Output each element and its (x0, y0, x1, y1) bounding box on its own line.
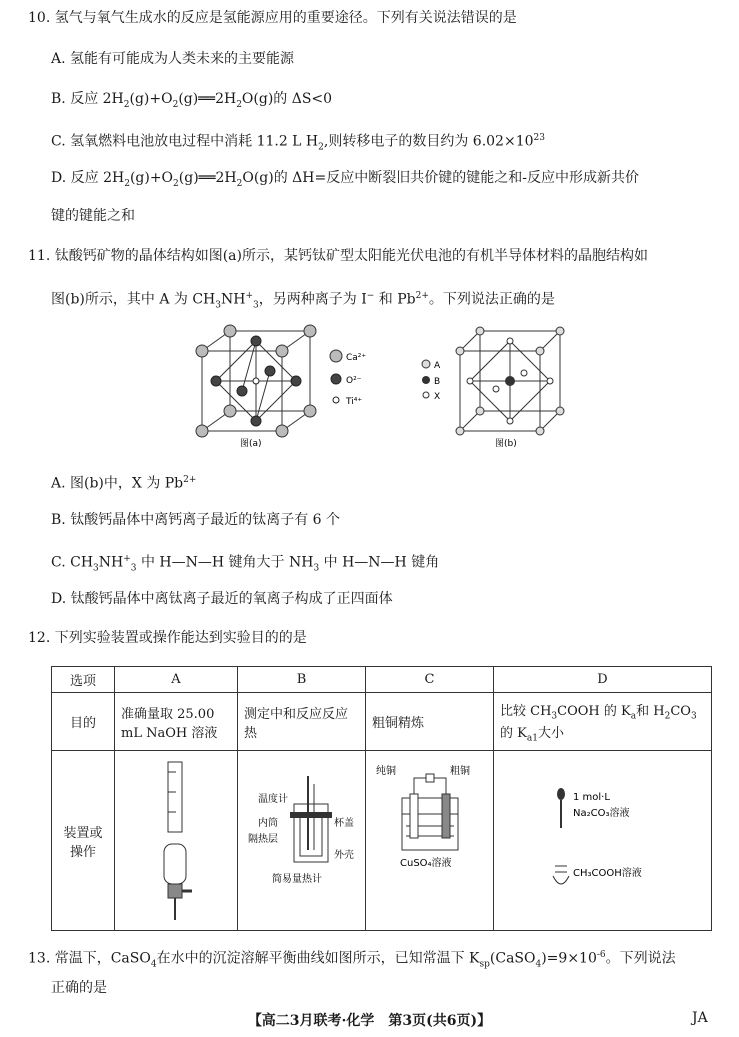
label-crude-copper: 粗铜 (450, 765, 470, 777)
q13-stem-2: 正确的是 (51, 980, 107, 996)
q13-stem-1: 13. 常温下，CaSO$_4$在水中的沉淀溶解平衡曲线如图所示，已知常温下 $K_{sp}(CaSO_4)=9\times 10^{-6}$。下列说法 (28, 950, 676, 970)
dropper-diagram (503, 754, 703, 924)
q10-option-d: D. 反应 $2H_2(g)+O_2(g)══2H_2O(g)$的 ΔH=反应中断裂旧共价键的键能之和-反应中形成新共价 (51, 170, 639, 189)
q11-option-c: C. $CH_3NH^+_3$ 中 H—N—H 键角大于 $NH_3$ 中 H—N—H 键角 (51, 554, 440, 574)
purpose-c: 粗铜精炼 (366, 693, 494, 751)
legend-b-3: X (434, 392, 441, 402)
table-header-b: B (238, 667, 366, 693)
apparatus-a (115, 751, 238, 931)
figure-b (420, 323, 570, 448)
q12-options-table (51, 666, 712, 931)
table-header-a: A (115, 667, 238, 693)
q10-option-b: B. 反应 $2H_2(g)+O_2(g)══2H_2O(g)$的 ΔS<0 (51, 91, 333, 110)
row-label-apparatus: 装置或操作 (52, 751, 115, 931)
label-insulation: 隔热层 (248, 833, 278, 845)
q12-stem: 12. 下列实验装置或操作能达到实验目的的是 (28, 630, 307, 646)
q11-stem-1: 11. 钛酸钙矿物的晶体结构如图(a)所示，某钙钛矿型太阳能光伏电池的有机半导体材料的晶胞结构如 (28, 248, 648, 264)
page-footer: 【高二3月联考·化学 第3页(共6页)】 (247, 1013, 492, 1029)
label-calorimeter: 简易量热计 (272, 873, 322, 885)
label-pure-copper: 纯铜 (376, 765, 396, 777)
purpose-b: 测定中和反应反应热 (238, 693, 366, 751)
q10-option-c: C. 氢氧燃料电池放电过程中消耗 11.2 L $H_2$,则转移电子的数目约为 $6.02\times 10^{23}$ (51, 133, 545, 153)
table-header-option: 选项 (52, 667, 115, 693)
label-na2co3-solution: Na₂CO₃溶液 (572, 807, 629, 819)
q10-option-a: A. 氢能有可能成为人类未来的主要能源 (51, 51, 295, 67)
label-cuso4-solution: CuSO₄溶液 (400, 857, 452, 869)
legend-a-3: Ti⁴⁺ (346, 397, 363, 407)
legend-b-2: B (434, 377, 441, 387)
figure-a (190, 323, 370, 448)
burette-icon (146, 754, 206, 924)
purpose-a: 准确量取 25.00 mL NaOH 溶液 (115, 693, 238, 751)
q10-option-d-cont: 键的键能之和 (51, 208, 135, 224)
table-header-c: C (366, 667, 494, 693)
row-label-purpose: 目的 (52, 693, 115, 751)
legend-a-2: O²⁻ (346, 376, 362, 386)
apparatus-d (494, 751, 712, 931)
figure-a-caption: 图(a) (240, 439, 262, 448)
calorimeter-diagram (244, 754, 359, 924)
q11-option-d: D. 钛酸钙晶体中离钛离子最近的氧离子构成了正四面体 (51, 591, 393, 607)
q10-stem: 10. 氢气与氧气生成水的反应是氢能源应用的重要途径。下列有关说法错误的是 (28, 10, 517, 26)
q11-option-b: B. 钛酸钙晶体中离钙离子最近的钛离子有 6 个 (51, 512, 340, 528)
table-header-d: D (494, 667, 712, 693)
figure-b-caption: 图(b) (495, 439, 517, 448)
legend-a-1: Ca²⁺ (346, 353, 367, 363)
label-inner-tube: 内筒 (258, 817, 278, 829)
q11-option-a: A. 图(b)中，X 为 $Pb^{2+}$ (51, 475, 197, 492)
purpose-d: 比较 $CH_3COOH$ 的 $K_a$和 $H_2CO_3$的 $K_{a1}$大小 (494, 693, 712, 751)
q11-stem-2: 图(b)所示，其中 A 为 $CH_3NH^+_3$，另两种离子为 I− 和 $Pb^{2+}$。下列说法正确的是 (51, 291, 555, 311)
corner-code: JA (692, 1010, 708, 1026)
electrolysis-diagram (372, 754, 487, 924)
apparatus-c (366, 751, 494, 931)
legend-b-1: A (434, 361, 441, 371)
label-outer-shell: 外壳 (334, 849, 354, 861)
label-ch3cooh-solution: CH₃COOH溶液 (572, 867, 642, 879)
label-concentration: 1 mol·L (572, 791, 610, 803)
apparatus-b (238, 751, 366, 931)
label-thermometer: 温度计 (258, 793, 288, 805)
label-lid: 杯盖 (334, 817, 354, 829)
